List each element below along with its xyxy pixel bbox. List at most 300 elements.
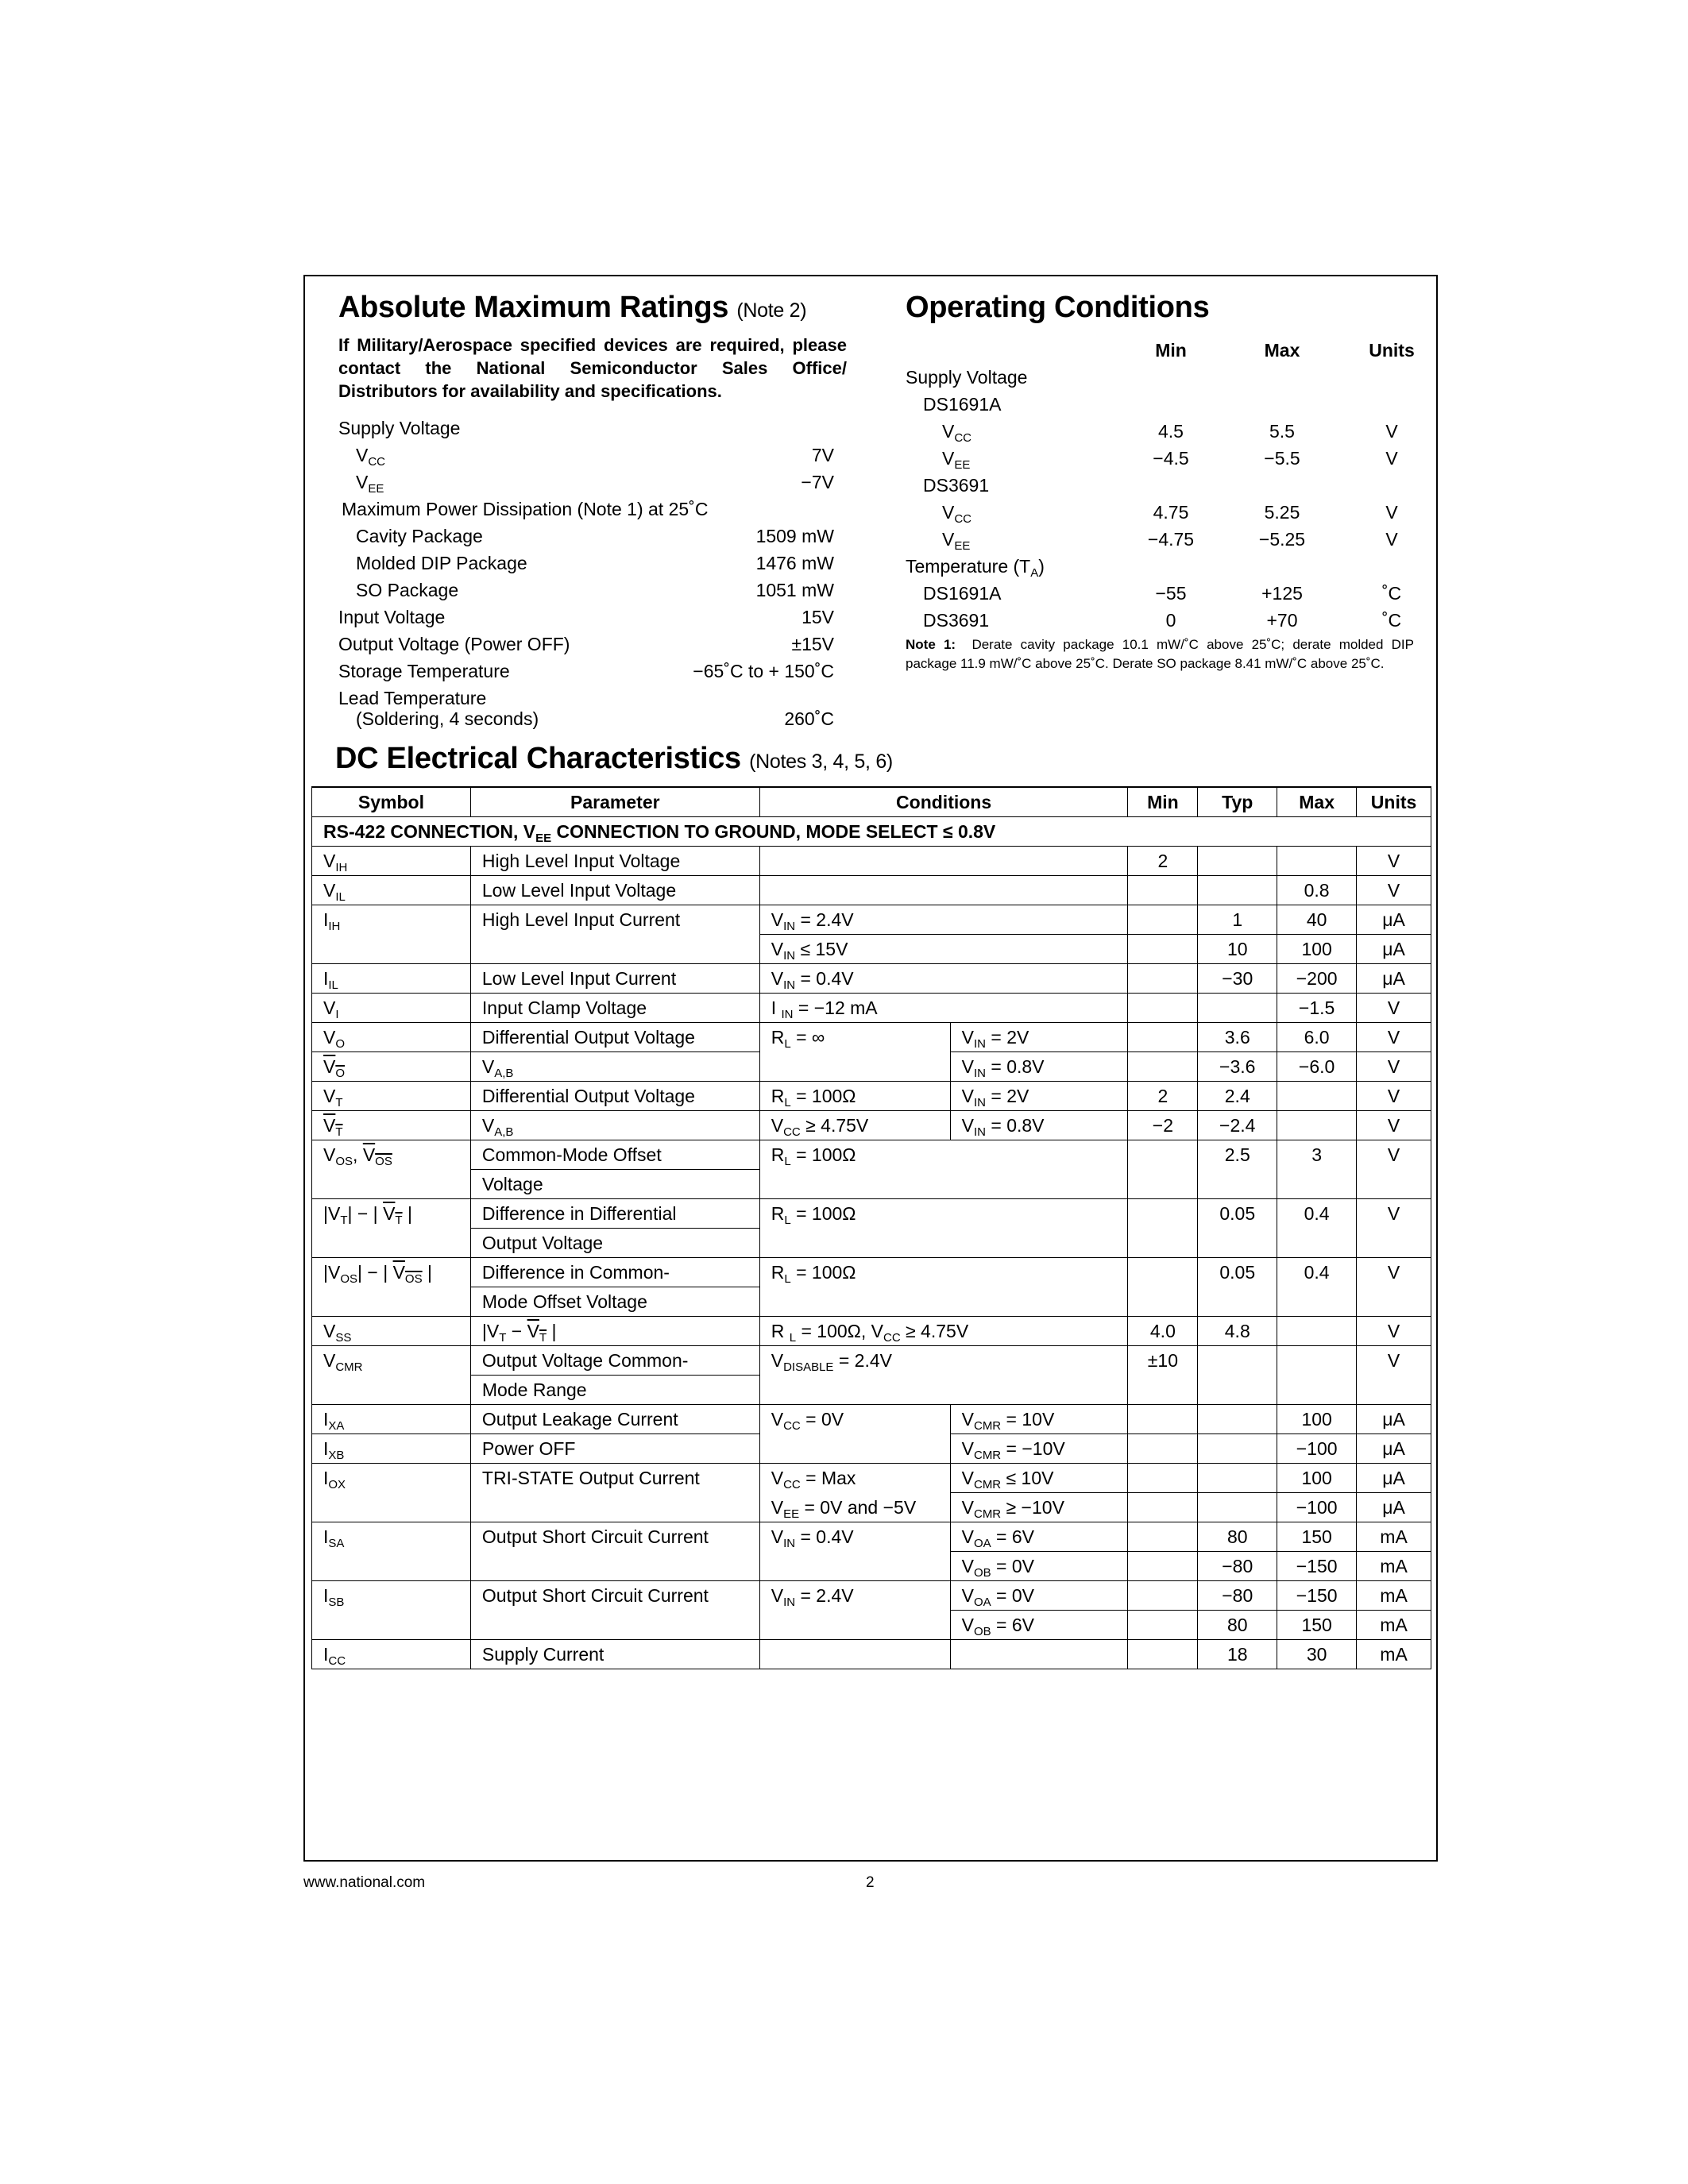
cond-dvos-text: = 100Ω bbox=[790, 1262, 856, 1283]
sym-vt: $V_T$ bbox=[312, 1082, 471, 1111]
cond-iil-text: = 0.4V bbox=[795, 968, 854, 989]
vcmr-typ bbox=[1198, 1346, 1277, 1405]
abs-storage: Storage Temperature bbox=[338, 661, 510, 681]
cond-iox-vcmr-1-text: ≤ 10V bbox=[1001, 1468, 1054, 1488]
iih1-max: 40 bbox=[1277, 905, 1357, 935]
table-row bbox=[312, 847, 1431, 876]
op-temperature-text: Temperature (T bbox=[906, 556, 1031, 577]
vcmr-max bbox=[1277, 1346, 1357, 1405]
vss-typ: 4.8 bbox=[1198, 1317, 1277, 1346]
iox2-min bbox=[1128, 1493, 1198, 1522]
cond-iih-1: $V_{IN} = 2.4V$ bbox=[759, 905, 1128, 935]
col-max: Max bbox=[1277, 787, 1357, 817]
ixb-units: μA bbox=[1357, 1434, 1431, 1464]
cond-vt-rl: $R_L = 100\Omega$ bbox=[759, 1082, 950, 1111]
cond-iih-2-text: ≤ 15V bbox=[795, 939, 848, 959]
isa1-units: mA bbox=[1357, 1522, 1431, 1552]
col-min: Min bbox=[1128, 787, 1198, 817]
cond-vcmr-text: = 2.4V bbox=[833, 1350, 892, 1371]
abs-soldering-value: 260˚C bbox=[784, 708, 834, 729]
ixa-max: 100 bbox=[1277, 1405, 1357, 1434]
page-frame bbox=[303, 275, 1438, 1862]
param-isb: Output Short Circuit Current bbox=[470, 1581, 759, 1640]
cond-isb-vob: $V_{OB} = 6V$ bbox=[950, 1611, 1128, 1640]
op-a-vee-label: $V_{EE}$ bbox=[942, 448, 971, 472]
cond-vih bbox=[759, 847, 1128, 876]
op-a-vee-min: −4.5 bbox=[1153, 448, 1189, 469]
op-t-b-max: +70 bbox=[1266, 610, 1298, 631]
param-dvt-1: Difference in Differential bbox=[470, 1199, 759, 1229]
iox1-min bbox=[1128, 1464, 1198, 1493]
vo1-units: V bbox=[1357, 1023, 1431, 1052]
cond-dvt-text: = 100Ω bbox=[790, 1203, 856, 1224]
iih2-max: 100 bbox=[1277, 935, 1357, 964]
vt1-units: V bbox=[1357, 1082, 1431, 1111]
sym-iih: $I_{IH}$ bbox=[312, 905, 471, 964]
iih1-min bbox=[1128, 905, 1198, 935]
op-col-min: Min bbox=[1155, 340, 1187, 361]
dvos-max: 0.4 bbox=[1277, 1258, 1357, 1317]
vih-min: 2 bbox=[1128, 847, 1198, 876]
vos-min bbox=[1128, 1140, 1198, 1199]
op-note bbox=[906, 635, 1414, 673]
op-a-vcc-max: 5.5 bbox=[1269, 421, 1295, 442]
cond-vo-vin-2-text: = 0.8V bbox=[985, 1056, 1045, 1077]
isb2-units: mA bbox=[1357, 1611, 1431, 1640]
cond-iih-1-text: = 2.4V bbox=[795, 909, 854, 930]
op-col-units: Units bbox=[1369, 340, 1415, 361]
abs-max-note: (Note 2) bbox=[736, 299, 807, 322]
sym-ixb: $I_{XB}$ bbox=[312, 1434, 471, 1464]
cond-vi-text: = −12 mA bbox=[793, 997, 878, 1018]
op-temperature-end: ) bbox=[1038, 556, 1045, 577]
vi-units: V bbox=[1357, 994, 1431, 1023]
isa2-max: −150 bbox=[1277, 1552, 1357, 1581]
section-text-b: CONNECTION TO GROUND, MODE SELECT ≤ 0.8V bbox=[551, 821, 996, 842]
op-b-vcc-max: 5.25 bbox=[1264, 502, 1300, 523]
cond-ixa-vcmr: $V_{CMR} = 10V$ bbox=[950, 1405, 1128, 1434]
op-col-max: Max bbox=[1264, 340, 1300, 361]
cond-isa-voa-text: = 6V bbox=[991, 1526, 1035, 1547]
cond-isb-vin-text: = 2.4V bbox=[795, 1585, 854, 1606]
abs-max-title-text: Absolute Maximum Ratings bbox=[338, 291, 729, 324]
dc-title-text: DC Electrical Characteristics bbox=[335, 742, 741, 775]
cond-iox-vcmr-1: $V_{CMR} \le 10V$ bbox=[950, 1464, 1128, 1493]
vss-units: V bbox=[1357, 1317, 1431, 1346]
cond-vt-vcc-text: ≥ 4.75V bbox=[800, 1115, 869, 1136]
vo1-typ: 3.6 bbox=[1198, 1023, 1277, 1052]
vo-bar-symbol: $V_O$ bbox=[323, 1056, 346, 1080]
cond-isa-vob: $V_{OB} = 0V$ bbox=[950, 1552, 1128, 1581]
op-a-vee-max: −5.5 bbox=[1264, 448, 1300, 469]
abs-output-voltage-value: ±15V bbox=[791, 634, 834, 654]
cond-vt-vin-1: $V_{IN} = 2V$ bbox=[950, 1082, 1128, 1111]
abs-input-voltage: Input Voltage bbox=[338, 607, 446, 627]
param-vos-2: Voltage bbox=[470, 1170, 759, 1199]
ixb-typ bbox=[1198, 1434, 1277, 1464]
ixa-min bbox=[1128, 1405, 1198, 1434]
param-iih: High Level Input Current bbox=[470, 905, 759, 964]
abs-lead: Lead Temperature bbox=[338, 688, 487, 708]
cond-icc-2 bbox=[950, 1640, 1128, 1669]
cond-vt-rl-text: = 100Ω bbox=[790, 1086, 856, 1106]
dc-title bbox=[335, 742, 893, 776]
section-label: RS-422 CONNECTION, $V_{EE}$ CONNECTION TO GROUND, MODE SELECT ≤ 0.8V bbox=[312, 817, 1431, 847]
col-symbol: Symbol bbox=[312, 787, 471, 817]
footer-website[interactable]: www.national.com bbox=[303, 1874, 426, 1891]
cond-isa-voa: $V_{OA} = 6V$ bbox=[950, 1522, 1128, 1552]
dvt-max: 0.4 bbox=[1277, 1199, 1357, 1258]
sym-iox: $I_{OX}$ bbox=[312, 1464, 471, 1522]
op-note-text: Derate cavity package 10.1 mW/˚C above 25˚C; derate molded DIP package 11.9 mW/˚C above 25˚C. Derate SO package 8.41 mW/˚C above 25˚C. bbox=[906, 637, 1414, 671]
param-dvt-2: Output Voltage bbox=[470, 1229, 759, 1258]
op-b-vcc-label: $V_{CC}$ bbox=[942, 502, 972, 526]
op-supply-voltage: Supply Voltage bbox=[906, 367, 1028, 388]
vil-units: V bbox=[1357, 876, 1431, 905]
cond-vo-vin-2: $V_{IN} = 0.8V$ bbox=[950, 1052, 1128, 1082]
param-vih: High Level Input Voltage bbox=[470, 847, 759, 876]
isa2-min bbox=[1128, 1552, 1198, 1581]
op-ds1691a: DS1691A bbox=[923, 394, 1002, 415]
vo2-max: −6.0 bbox=[1277, 1052, 1357, 1082]
sym-vih: $V_{IH}$ bbox=[312, 847, 471, 876]
cond-vss: R $_L$ = 100Ω, $V_{CC} \ge 4.75V$ bbox=[759, 1317, 1128, 1346]
sym-ixa: $I_{XA}$ bbox=[312, 1405, 471, 1434]
op-a-vcc-min: 4.5 bbox=[1158, 421, 1184, 442]
vt1-max bbox=[1277, 1082, 1357, 1111]
param-icc: Supply Current bbox=[470, 1640, 759, 1669]
icc-max: 30 bbox=[1277, 1640, 1357, 1669]
abs-molded-value: 1476 mW bbox=[755, 553, 834, 573]
cond-isb-voa-text: = 0V bbox=[991, 1585, 1035, 1606]
abs-soldering: (Soldering, 4 seconds) bbox=[356, 708, 539, 729]
col-typ: Typ bbox=[1198, 787, 1277, 817]
op-b-vee-max: −5.25 bbox=[1258, 529, 1306, 550]
section-text-a: RS-422 CONNECTION, V bbox=[323, 821, 536, 842]
vcmr-units: V bbox=[1357, 1346, 1431, 1405]
table-row bbox=[312, 1346, 1431, 1376]
iih2-units: μA bbox=[1357, 935, 1431, 964]
op-a-vcc-label: $V_{CC}$ bbox=[942, 421, 972, 445]
page-number: 2 bbox=[866, 1874, 875, 1891]
sym-vos: $V_{OS}$, $V_{OS}$ bbox=[312, 1140, 471, 1199]
cond-iih-2: $V_{IN} \le 15V$ bbox=[759, 935, 1128, 964]
table-row bbox=[312, 964, 1431, 994]
param-ix-2: Power OFF bbox=[470, 1434, 759, 1464]
cond-vss-text-b: ≥ 4.75V bbox=[900, 1321, 969, 1341]
param-dvos-2: Mode Offset Voltage bbox=[470, 1287, 759, 1317]
vos-typ: 2.5 bbox=[1198, 1140, 1277, 1199]
iox1-typ bbox=[1198, 1464, 1277, 1493]
icc-units: mA bbox=[1357, 1640, 1431, 1669]
ixb-max: −100 bbox=[1277, 1434, 1357, 1464]
param-vo: Differential Output Voltage bbox=[470, 1023, 759, 1052]
op-t-a-max: +125 bbox=[1261, 583, 1303, 604]
op-temperature: Temperature $(T_A)$ bbox=[906, 556, 1045, 580]
cond-vo-vin-1: $V_{IN} = 2V$ bbox=[950, 1023, 1128, 1052]
param-vi: Input Clamp Voltage bbox=[470, 994, 759, 1023]
param-vt-ab: $V_{A,B}$ bbox=[470, 1111, 759, 1140]
cond-dvos: $R_L = 100\Omega$ bbox=[759, 1258, 1128, 1317]
isb1-units: mA bbox=[1357, 1581, 1431, 1611]
abs-so-value: 1051 mW bbox=[755, 580, 834, 600]
sym-dvos: $|V_{OS}|$ − | $V_{OS}$ | bbox=[312, 1258, 471, 1317]
isa2-units: mA bbox=[1357, 1552, 1431, 1581]
ixa-typ bbox=[1198, 1405, 1277, 1434]
sym-icc: $I_{CC}$ bbox=[312, 1640, 471, 1669]
vi-typ bbox=[1198, 994, 1277, 1023]
icc-typ: 18 bbox=[1198, 1640, 1277, 1669]
op-ds3691: DS3691 bbox=[923, 475, 990, 496]
iox2-max: −100 bbox=[1277, 1493, 1357, 1522]
sym-vo: $V_O$ bbox=[312, 1023, 471, 1052]
param-vcmr-2: Mode Range bbox=[470, 1376, 759, 1405]
sym-vt-bar bbox=[312, 1111, 471, 1140]
table-row bbox=[312, 1082, 1431, 1111]
iox1-max: 100 bbox=[1277, 1464, 1357, 1493]
vih-max bbox=[1277, 847, 1357, 876]
op-t-ds3691: DS3691 bbox=[923, 610, 990, 631]
op-t-b-units: ˚C bbox=[1381, 610, 1402, 631]
dvos-typ: 0.05 bbox=[1198, 1258, 1277, 1317]
cond-isb-vin: $V_{IN} = 2.4V$ bbox=[759, 1581, 950, 1640]
abs-vee-label: $V_{EE}$ bbox=[356, 472, 384, 496]
cond-vt-vin-2: $V_{IN} = 0.8V$ bbox=[950, 1111, 1128, 1140]
abs-cavity: Cavity Package bbox=[356, 526, 483, 546]
isa1-min bbox=[1128, 1522, 1198, 1552]
cond-ix-vcc-text: = 0V bbox=[800, 1409, 844, 1430]
vo1-max: 6.0 bbox=[1277, 1023, 1357, 1052]
table-row bbox=[312, 1140, 1431, 1170]
abs-storage-value: −65˚C to + 150˚C bbox=[693, 661, 834, 681]
param-dvos-1: Difference in Common- bbox=[470, 1258, 759, 1287]
table-row bbox=[312, 994, 1431, 1023]
cond-ix-vcc: $V_{CC} = 0V$ bbox=[759, 1405, 950, 1464]
sym-isb: $I_{SB}$ bbox=[312, 1581, 471, 1640]
vss-bar-symbol: $V_T$ bbox=[527, 1321, 547, 1345]
table-row bbox=[312, 1581, 1431, 1611]
vo2-typ: −3.6 bbox=[1198, 1052, 1277, 1082]
op-t-b-min: 0 bbox=[1165, 610, 1176, 631]
op-b-vee-min: −4.75 bbox=[1147, 529, 1195, 550]
sym-vil: $V_{IL}$ bbox=[312, 876, 471, 905]
sym-vi: $V_I$ bbox=[312, 994, 471, 1023]
abs-max-power: Maximum Power Dissipation (Note 1) at 25˚C bbox=[342, 499, 709, 519]
abs-vcc-label: $V_{CC}$ bbox=[356, 445, 386, 469]
vss-max bbox=[1277, 1317, 1357, 1346]
iox2-typ bbox=[1198, 1493, 1277, 1522]
op-a-vcc-units: V bbox=[1385, 421, 1398, 442]
param-ix-1: Output Leakage Current bbox=[470, 1405, 759, 1434]
vt-bar-symbol: $V_T$ bbox=[323, 1115, 343, 1139]
param-vcmr-1: Output Voltage Common- bbox=[470, 1346, 759, 1376]
iih1-units: μA bbox=[1357, 905, 1431, 935]
sym-vo-bar bbox=[312, 1052, 471, 1082]
isb2-typ: 80 bbox=[1198, 1611, 1277, 1640]
vos-bar-symbol: $V_{OS}$ bbox=[362, 1144, 392, 1168]
isb1-min bbox=[1128, 1581, 1198, 1611]
cond-vos: $R_L = 100\Omega$ bbox=[759, 1140, 1128, 1199]
dvos-bar-symbol: $V_{OS}$ bbox=[392, 1262, 423, 1286]
dvt-units: V bbox=[1357, 1199, 1431, 1258]
ixb-min bbox=[1128, 1434, 1198, 1464]
cond-isa-vob-text: = 0V bbox=[991, 1556, 1035, 1576]
cond-vcmr: $V_{DISABLE} = 2.4V$ bbox=[759, 1346, 1128, 1405]
dvt-typ: 0.05 bbox=[1198, 1199, 1277, 1258]
op-b-vcc-units: V bbox=[1385, 502, 1398, 523]
vcmr-min: ±10 bbox=[1128, 1346, 1198, 1405]
iih2-typ: 10 bbox=[1198, 935, 1277, 964]
cond-iox-vee-text: = 0V and −5V bbox=[799, 1496, 917, 1518]
cond-vt-vin-1-text: = 2V bbox=[985, 1086, 1029, 1106]
cond-vi: I $_{IN}$ = −12 mA bbox=[759, 994, 1128, 1023]
param-isa: Output Short Circuit Current bbox=[470, 1522, 759, 1581]
cond-iil: $V_{IN} = 0.4V$ bbox=[759, 964, 1128, 994]
cond-isa-vin: $V_{IN} = 0.4V$ bbox=[759, 1522, 950, 1581]
cond-ixa-vcmr-text: = 10V bbox=[1001, 1409, 1055, 1430]
op-a-vee-units: V bbox=[1385, 448, 1398, 469]
vos-max: 3 bbox=[1277, 1140, 1357, 1199]
dvt-bar-symbol: $V_T$ bbox=[383, 1203, 403, 1227]
param-vil: Low Level Input Voltage bbox=[470, 876, 759, 905]
sym-vss: $V_{SS}$ bbox=[312, 1317, 471, 1346]
cond-iox-vee: $V_{EE} = 0V$ and −5V bbox=[759, 1493, 950, 1522]
vo1-min bbox=[1128, 1023, 1198, 1052]
iil-max: −200 bbox=[1277, 964, 1357, 994]
dvt-min bbox=[1128, 1199, 1198, 1258]
cond-dvt: $R_L = 100\Omega$ bbox=[759, 1199, 1128, 1258]
vil-max: 0.8 bbox=[1277, 876, 1357, 905]
dvos-min bbox=[1128, 1258, 1198, 1317]
param-iil: Low Level Input Current bbox=[470, 964, 759, 994]
abs-cavity-value: 1509 mW bbox=[755, 526, 834, 546]
vi-max: −1.5 bbox=[1277, 994, 1357, 1023]
cond-isa-vin-text: = 0.4V bbox=[795, 1526, 854, 1547]
table-row bbox=[312, 1640, 1431, 1669]
abs-max-intro: If Military/Aerospace specified devices are required, please contact the National Semiconductor Sales Office/ Distributors for availability and specifications. bbox=[338, 335, 847, 401]
table-row bbox=[312, 1522, 1431, 1552]
vo2-units: V bbox=[1357, 1052, 1431, 1082]
cond-icc-1 bbox=[759, 1640, 950, 1669]
abs-input-voltage-value: 15V bbox=[802, 607, 834, 627]
cond-vos-text: = 100Ω bbox=[790, 1144, 856, 1165]
cond-vo-vin-1-text: = 2V bbox=[985, 1027, 1029, 1048]
col-conditions: Conditions bbox=[759, 787, 1128, 817]
param-vo-ab: $V_{A,B}$ bbox=[470, 1052, 759, 1082]
abs-output-voltage: Output Voltage (Power OFF) bbox=[338, 634, 570, 654]
sym-dvt: $|V_T|$ − | $V_T$ | bbox=[312, 1199, 471, 1258]
op-b-vcc-min: 4.75 bbox=[1153, 502, 1189, 523]
cond-vt-vcc: $V_{CC} \ge 4.75V$ bbox=[759, 1111, 950, 1140]
op-note-label: Note 1: bbox=[906, 637, 956, 652]
isa1-typ: 80 bbox=[1198, 1522, 1277, 1552]
vt2-max bbox=[1277, 1111, 1357, 1140]
iil-min bbox=[1128, 964, 1198, 994]
cond-iox-vcc: $V_{CC}$ = Max bbox=[759, 1464, 950, 1493]
op-b-vee-label: $V_{EE}$ bbox=[942, 529, 971, 553]
dc-table bbox=[311, 786, 1431, 1669]
sym-iil: $I_{IL}$ bbox=[312, 964, 471, 994]
cond-isb-vob-text: = 6V bbox=[991, 1615, 1035, 1635]
cond-vo-rl: $R_L$ = ∞ bbox=[759, 1023, 950, 1082]
iil-units: μA bbox=[1357, 964, 1431, 994]
table-row bbox=[312, 1111, 1431, 1140]
col-parameter: Parameter bbox=[470, 787, 759, 817]
abs-molded: Molded DIP Package bbox=[356, 553, 527, 573]
cond-iox-vcmr-2-text: ≥ −10V bbox=[1001, 1497, 1064, 1518]
table-row bbox=[312, 1199, 1431, 1229]
isb2-min bbox=[1128, 1611, 1198, 1640]
abs-supply-voltage: Supply Voltage bbox=[338, 418, 461, 438]
cond-vss-text-a: = 100Ω, V bbox=[796, 1321, 883, 1341]
table-row bbox=[312, 1464, 1431, 1493]
abs-vcc-value: 7V bbox=[811, 445, 834, 465]
cond-iox-vcmr-2: $V_{CMR} \ge -10V$ bbox=[950, 1493, 1128, 1522]
isb2-max: 150 bbox=[1277, 1611, 1357, 1640]
op-t-ds1691a: DS1691A bbox=[923, 583, 1002, 604]
icc-min bbox=[1128, 1640, 1198, 1669]
op-t-a-min: −55 bbox=[1155, 583, 1187, 604]
cond-ixb-vcmr: $V_{CMR} = -10V$ bbox=[950, 1434, 1128, 1464]
isa2-typ: −80 bbox=[1198, 1552, 1277, 1581]
vo2-min bbox=[1128, 1052, 1198, 1082]
ixa-units: μA bbox=[1357, 1405, 1431, 1434]
vt1-typ: 2.4 bbox=[1198, 1082, 1277, 1111]
cond-isb-voa: $V_{OA} = 0V$ bbox=[950, 1581, 1128, 1611]
table-header-row bbox=[312, 787, 1431, 817]
cond-vo-rl-text: = ∞ bbox=[790, 1027, 825, 1048]
col-units: Units bbox=[1357, 787, 1431, 817]
cond-vt-vin-2-text: = 0.8V bbox=[985, 1115, 1045, 1136]
abs-so: SO Package bbox=[356, 580, 459, 600]
iih1-typ: 1 bbox=[1198, 905, 1277, 935]
iih2-min bbox=[1128, 935, 1198, 964]
abs-max-title bbox=[338, 291, 806, 325]
vi-min bbox=[1128, 994, 1198, 1023]
cond-vil bbox=[759, 876, 1128, 905]
vil-typ bbox=[1198, 876, 1277, 905]
table-row bbox=[312, 905, 1431, 935]
section-row bbox=[312, 817, 1431, 847]
iox1-units: μA bbox=[1357, 1464, 1431, 1493]
dvos-units: V bbox=[1357, 1258, 1431, 1317]
op-cond-title: Operating Conditions bbox=[906, 291, 1210, 324]
cond-iox-vcc-text: = Max bbox=[800, 1468, 856, 1488]
table-row bbox=[312, 1258, 1431, 1287]
table-row bbox=[312, 1023, 1431, 1052]
param-vt: Differential Output Voltage bbox=[470, 1082, 759, 1111]
sym-vcmr: $V_{CMR}$ bbox=[312, 1346, 471, 1405]
dc-notes: (Notes 3, 4, 5, 6) bbox=[749, 751, 893, 773]
cond-ixb-vcmr-text: = −10V bbox=[1001, 1438, 1065, 1459]
table-row bbox=[312, 1317, 1431, 1346]
vil-min bbox=[1128, 876, 1198, 905]
vih-typ bbox=[1198, 847, 1277, 876]
op-b-vee-units: V bbox=[1385, 529, 1398, 550]
abs-vee-value: −7V bbox=[801, 472, 834, 492]
iil-typ: −30 bbox=[1198, 964, 1277, 994]
param-vss: $|V_T - V_T$ | bbox=[470, 1317, 759, 1346]
param-vos-1: Common-Mode Offset bbox=[470, 1140, 759, 1170]
vt2-min: −2 bbox=[1128, 1111, 1198, 1140]
isb1-max: −150 bbox=[1277, 1581, 1357, 1611]
vih-units: V bbox=[1357, 847, 1431, 876]
op-t-a-units: ˚C bbox=[1381, 583, 1402, 604]
isa1-max: 150 bbox=[1277, 1522, 1357, 1552]
param-iox: TRI-STATE Output Current bbox=[470, 1464, 759, 1522]
iox2-units: μA bbox=[1357, 1493, 1431, 1522]
vt1-min: 2 bbox=[1128, 1082, 1198, 1111]
